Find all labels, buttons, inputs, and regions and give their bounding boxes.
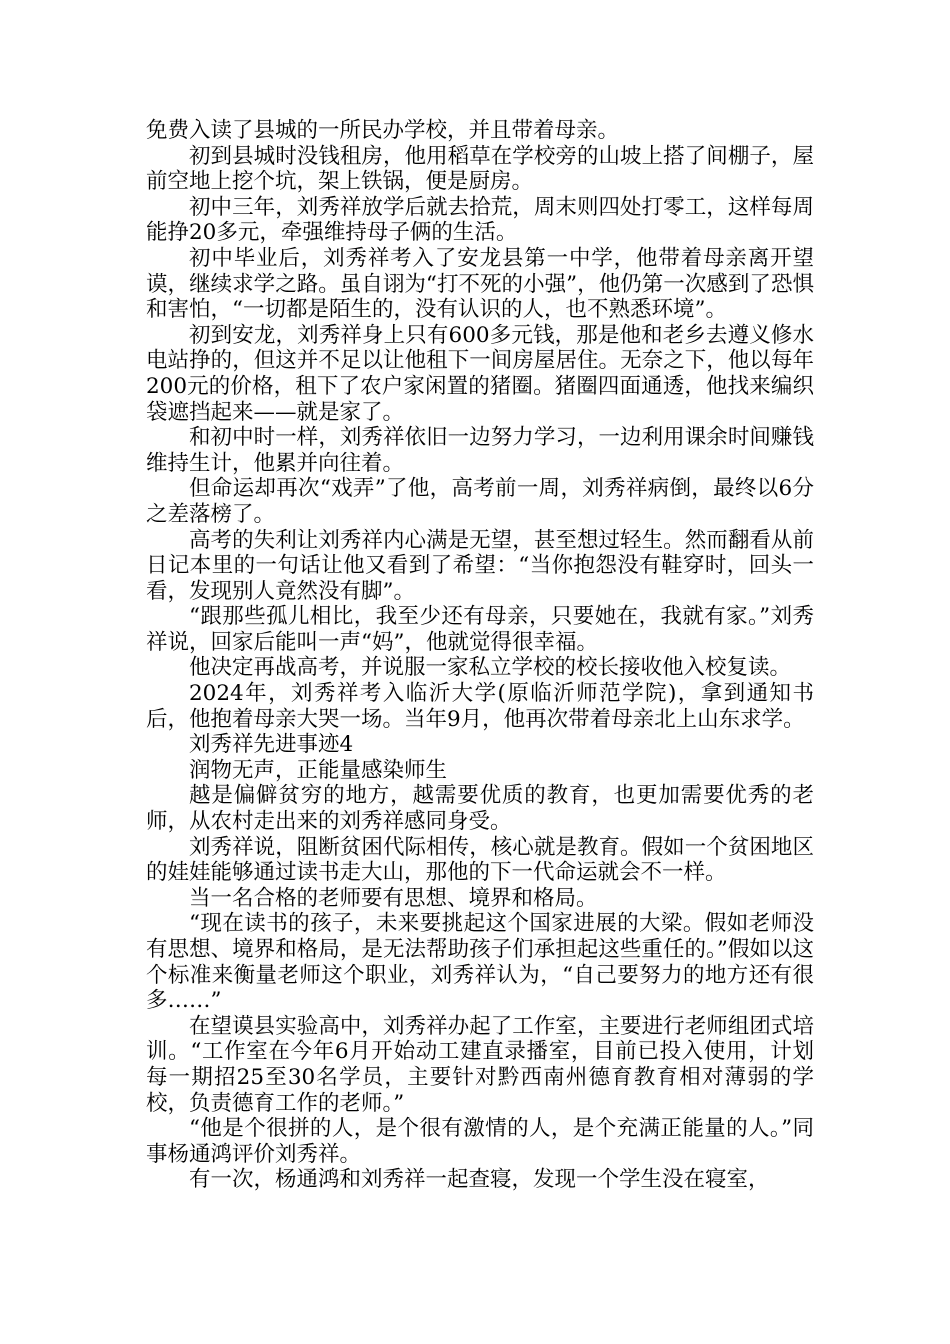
paragraph-10: 他决定再战高考，并说服一家私立学校的校长接收他入校复读。: [189, 655, 792, 681]
paragraph-11: 2024年，刘秀祥考入临沂大学(原临沂师范学院)，拿到通知书后，他抱着母亲大哭一场。当年9月，他再次带着母亲北上山东求学。: [146, 681, 814, 732]
paragraph-3: 初中三年，刘秀祥放学后就去拾荒，周末则四处打零工，这样每周能挣20多元，牵强维持母子俩的生活。: [146, 194, 814, 246]
paragraph-20: 有一次，杨通鸿和刘秀祥一起查寝，发现一个学生没在寝室，: [189, 1167, 770, 1193]
paragraph-15: 刘秀祥说，阻断贫困代际相传，核心就是教育。假如一个贫困地区的娃娃能够通过读书走大山，那他的下一代命运就会不一样。: [146, 834, 814, 886]
paragraph-19: “他是个很拼的人，是个很有激情的人，是个充满正能量的人。”同事杨通鸿评价刘秀祥。: [146, 1116, 814, 1167]
paragraph-6: 和初中时一样，刘秀祥依旧一边努力学习，一边利用课余时间赚钱维持生计，他累并向往着。: [146, 425, 814, 476]
section-subheading: 润物无声，正能量感染师生: [189, 757, 448, 783]
paragraph-9: “跟那些孤儿相比，我至少还有母亲，只要她在，我就有家。”刘秀祥说，回家后能叫一声“妈”，他就觉得很幸福。: [146, 604, 814, 655]
document-body: [146, 118, 814, 1193]
paragraph-17: “现在读书的孩子，未来要挑起这个国家进展的大梁。假如老师没有思想、境界和格局，是无法帮助孩子们承担起这些重任的。”假如以这个标准来衡量老师这个职业，刘秀祥认为，“自己要努力的地方还有很多……”: [146, 911, 814, 1014]
paragraph-18: 在望谟县实验高中，刘秀祥办起了工作室，主要进行老师组团式培训。“工作室在今年6月开始动工建直录播室，目前已投入使用，计划每一期招25至30名学员，主要针对黔西南州德育教育相对薄弱的学校，负责德育工作的老师。”: [146, 1013, 814, 1116]
paragraph-16: 当一名合格的老师要有思想、境界和格局。: [189, 885, 598, 911]
paragraph-4: 初中毕业后，刘秀祥考入了安龙县第一中学，他带着母亲离开望谟，继续求学之路。虽自诩为“打不死的小强”，他仍第一次感到了恐惧和害怕，“一切都是陌生的，没有认识的人，也不熟悉环境”。: [146, 245, 814, 323]
section-heading: 刘秀祥先进事迹4: [189, 732, 354, 758]
paragraph-5: 初到安龙，刘秀祥身上只有600多元钱，那是他和老乡去遵义修水电站挣的，但这并不足以让他租下一间房屋居住。无奈之下，他以每年200元的价格，租下了农户家闲置的猪圈。猪圈四面通透，他找来编织袋遮挡起来——就是家了。: [146, 322, 814, 425]
paragraph-14: 越是偏僻贫穷的地方，越需要优质的教育，也更加需要优秀的老师，从农村走出来的刘秀祥感同身受。: [146, 783, 814, 835]
paragraph-7: 但命运却再次“戏弄”了他，高考前一周，刘秀祥病倒，最终以6分之差落榜了。: [146, 476, 814, 527]
paragraph-2: 初到县城时没钱租房，他用稻草在学校旁的山坡上搭了间棚子，屋前空地上挖个坑，架上铁锅，便是厨房。: [146, 143, 814, 195]
paragraph-8: 高考的失利让刘秀祥内心满是无望，甚至想过轻生。然而翻看从前日记本里的一句话让他又看到了希望：“当你抱怨没有鞋穿时，回头一看，发现别人竟然没有脚”。: [146, 527, 814, 604]
paragraph-1: 免费入读了县城的一所民办学校，并且带着母亲。: [146, 118, 620, 143]
